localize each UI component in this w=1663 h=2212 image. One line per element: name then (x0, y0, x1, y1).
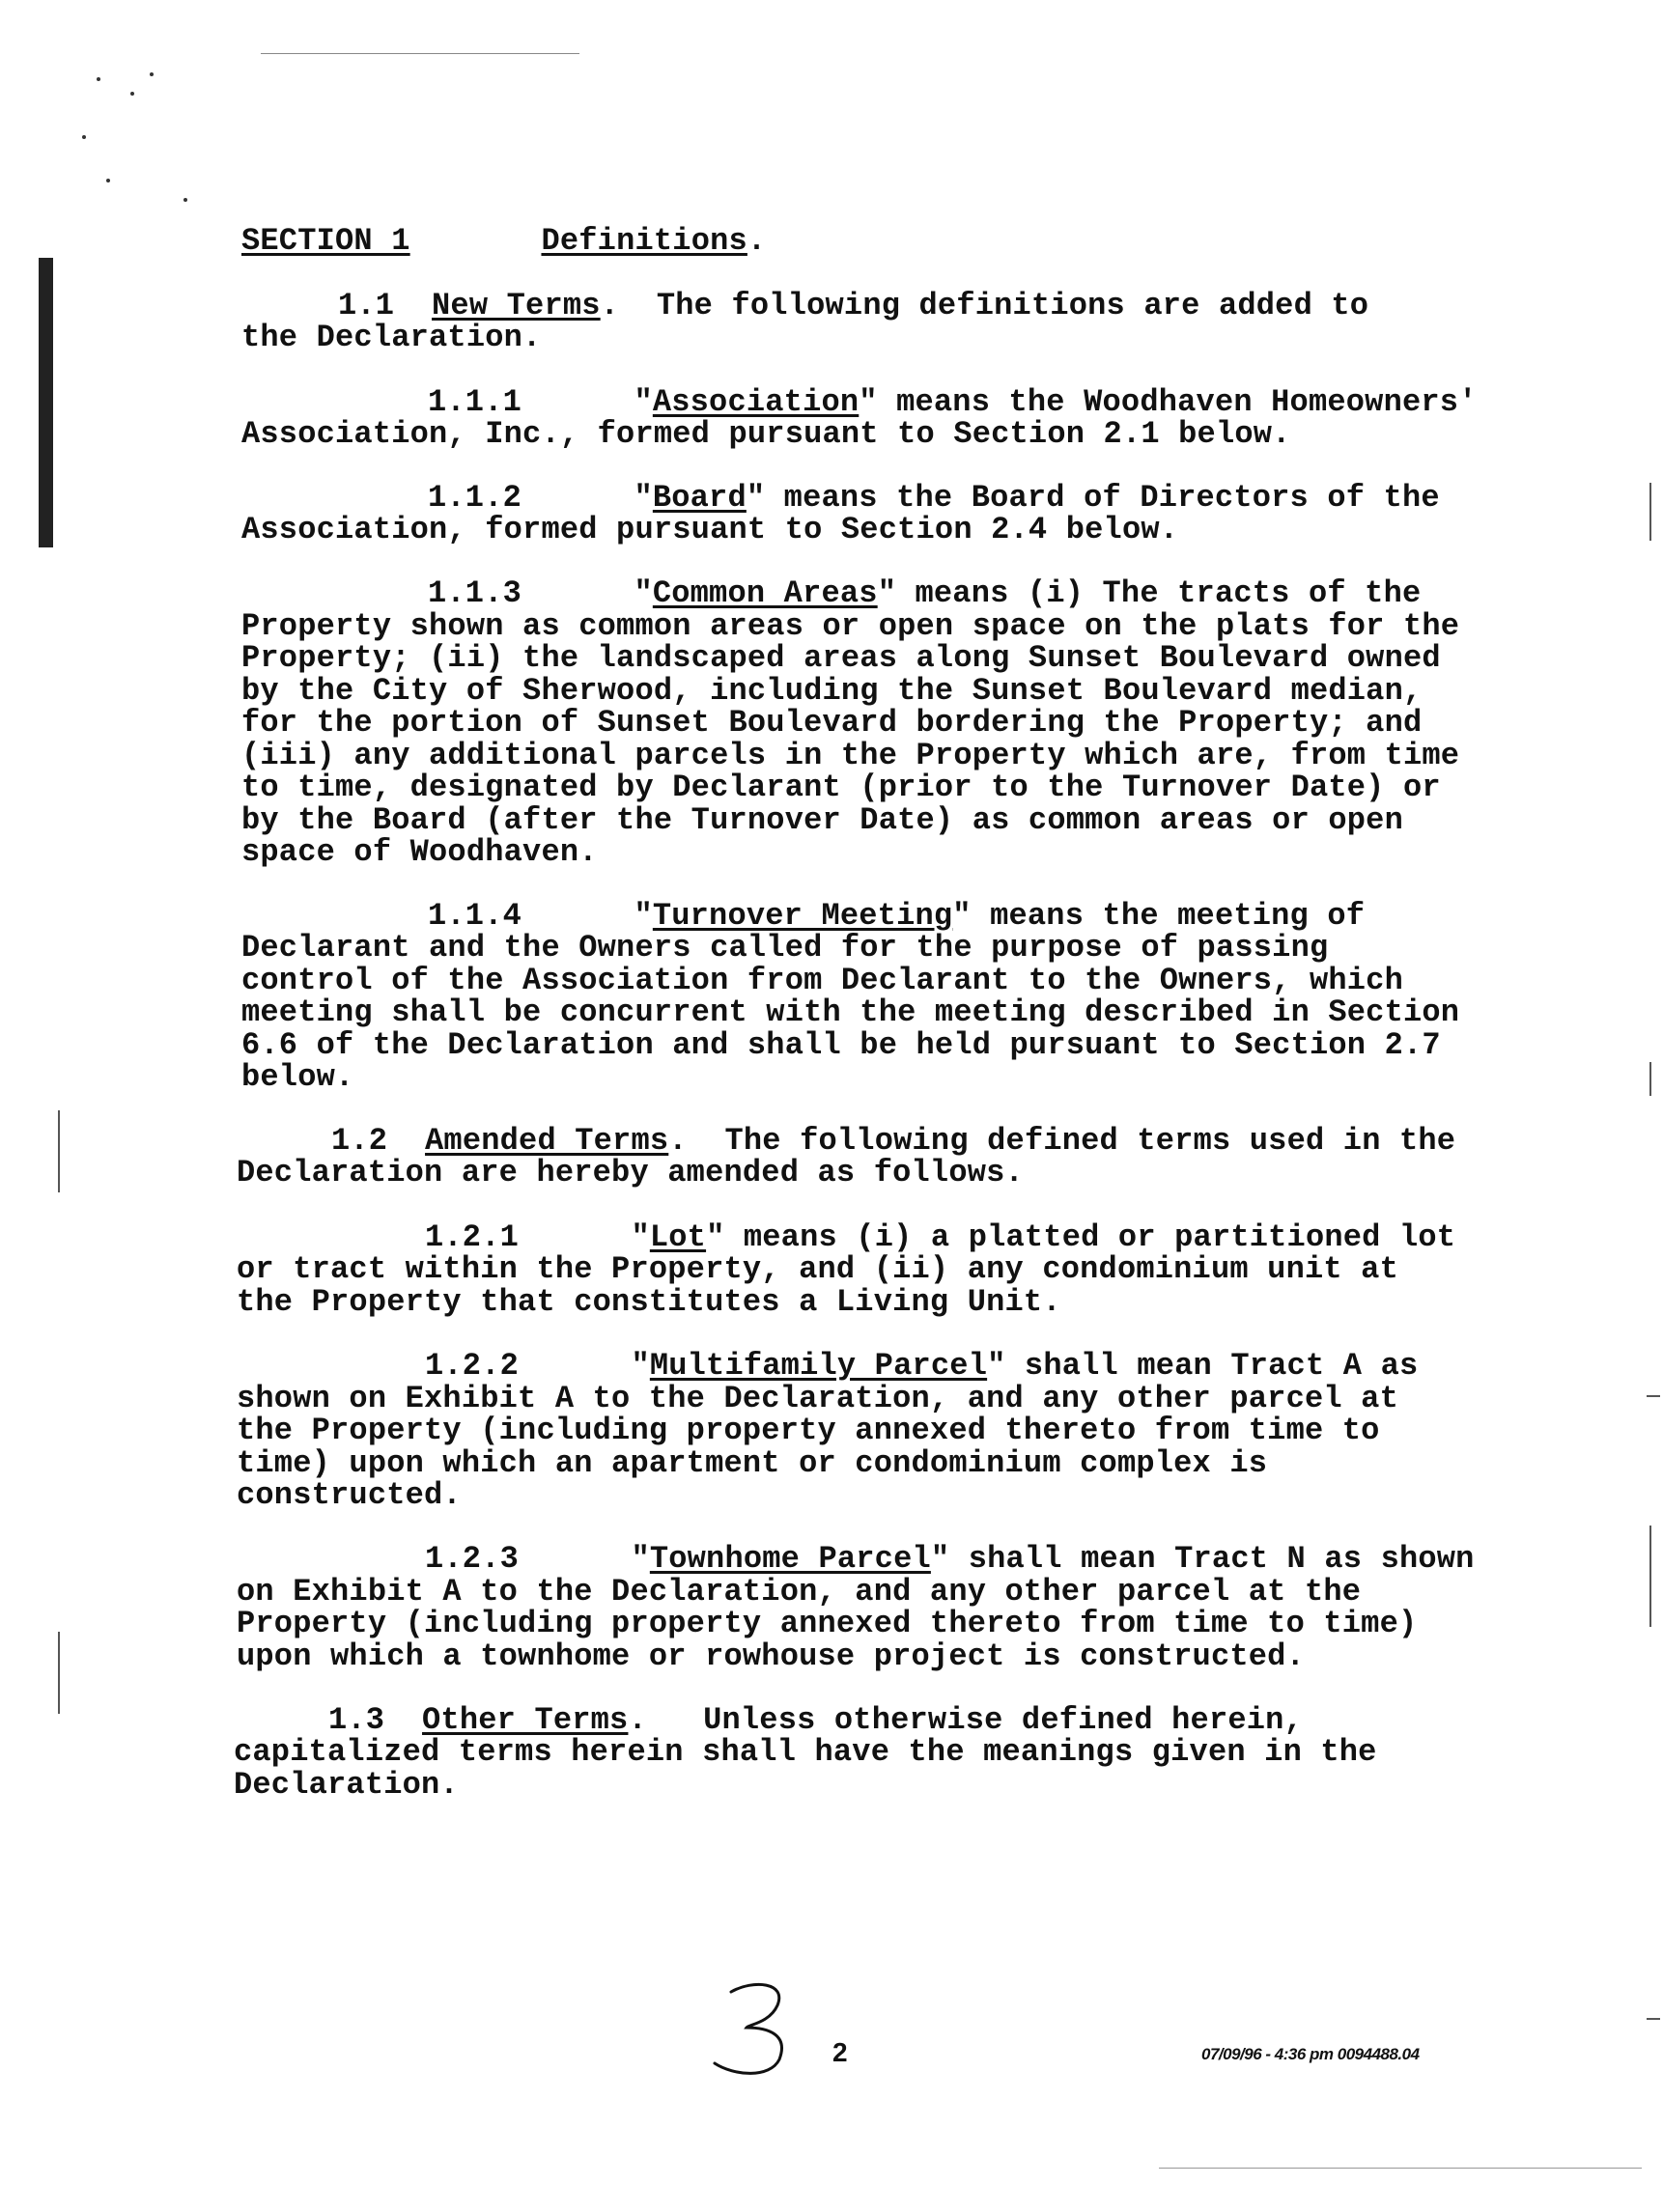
para-number: 1.2.2 (425, 1348, 520, 1384)
para-number: 1.2.1 (425, 1219, 520, 1255)
defined-term: Multifamily Parcel (649, 1348, 988, 1384)
para-1-2-1-line: the Property that constitutes a Living Unit. (237, 1284, 1061, 1320)
para-number: 1.1 (338, 288, 395, 323)
para-1-1-3-line: for the portion of Sunset Boulevard bordering the Property; and (241, 705, 1423, 741)
defined-term: Common Areas (652, 575, 878, 611)
section-heading (241, 225, 766, 258)
scan-margin-tick (58, 1632, 60, 1714)
para-1-1-4-line: Declarant and the Owners called for the purpose of passing (241, 930, 1329, 966)
para-1-1-3-line: by the City of Sherwood, including the Sunset Boulevard median, (241, 673, 1423, 709)
para-1-1-3-line: space of Woodhaven. (241, 834, 598, 870)
open-quote: " (634, 575, 653, 611)
defined-term: Townhome Parcel (649, 1541, 931, 1577)
open-quote: " (631, 1219, 650, 1255)
scan-speck (97, 77, 100, 81)
scan-margin-tick (1647, 1395, 1660, 1397)
scan-margin-tick (1649, 1062, 1651, 1096)
scan-speck (183, 198, 187, 202)
para-1-1-line-2: the Declaration. (241, 320, 542, 355)
defined-term: Board (652, 480, 747, 516)
para-1-2-3-line: Property (including property annexed thereto from time to time) (237, 1606, 1418, 1641)
scan-bottom-line (1159, 2168, 1642, 2169)
para-text: . The following definitions are added to (600, 288, 1369, 323)
para-1-1-2-line-2: Association, formed pursuant to Section 2.4 below. (241, 512, 1179, 547)
para-number: 1.2 (331, 1123, 388, 1159)
para-1-1-1-line-1 (428, 386, 1478, 419)
section-label: SECTION 1 (241, 223, 410, 259)
defined-term: Turnover Meeting (652, 898, 953, 934)
para-1-1-4-line: meeting shall be concurrent with the meeting described in Section (241, 994, 1460, 1030)
para-1-1-4-line: 6.6 of the Declaration and shall be held pursuant to Section 2.7 (241, 1027, 1441, 1063)
scan-speck (82, 135, 86, 139)
scan-margin-tick (1649, 1526, 1651, 1627)
para-text: " means the Woodhaven Homeowners' (859, 384, 1478, 420)
scan-edge-bar (39, 258, 53, 547)
defined-term: Amended Terms (425, 1123, 669, 1159)
para-1-2-2-line: shown on Exhibit A to the Declaration, and any other parcel at (237, 1381, 1398, 1416)
para-number: 1.1.2 (428, 480, 522, 516)
scan-speck (106, 179, 110, 182)
para-1-1-3-line-1 (428, 577, 1421, 610)
para-1-1-4-line-1 (428, 900, 1365, 933)
para-1-2-2-line-1 (425, 1350, 1418, 1383)
para-1-1-3-line: to time, designated by Declarant (prior to the Turnover Date) or (241, 770, 1441, 805)
para-text: " means (i) a platted or partitioned lot (706, 1219, 1456, 1255)
para-1-2-line-1 (331, 1125, 1455, 1158)
para-1-2-3-line: upon which a townhome or rowhouse project is constructed. (237, 1638, 1305, 1674)
para-1-2-3-line: on Exhibit A to the Declaration, and any other parcel at the (237, 1574, 1362, 1610)
para-1-3-line: capitalized terms herein shall have the meanings given in the (234, 1734, 1377, 1770)
handwritten-page-number (710, 1974, 802, 2081)
para-1-1-2-line-1 (428, 482, 1440, 515)
para-1-1-line-1 (338, 290, 1368, 322)
para-1-1-4-line: below. (241, 1059, 354, 1095)
page-number: 2 (832, 2037, 848, 2067)
para-text: . Unless otherwise defined herein, (628, 1702, 1303, 1738)
scan-margin-tick (1647, 2018, 1660, 2020)
para-1-2-2-line: constructed. (237, 1477, 462, 1513)
para-number: 1.1.4 (428, 898, 522, 934)
section-title: Definitions (541, 223, 747, 259)
scan-margin-tick (1649, 483, 1651, 541)
scan-top-line (261, 53, 579, 54)
para-number: 1.2.3 (425, 1541, 520, 1577)
scan-speck (130, 92, 134, 96)
para-1-1-3-line: by the Board (after the Turnover Date) as common areas or open (241, 802, 1403, 838)
para-1-1-4-line: control of the Association from Declarant to the Owners, which (241, 963, 1403, 998)
open-quote: " (631, 1541, 650, 1577)
para-text: " shall mean Tract A as (987, 1348, 1419, 1384)
para-number: 1.3 (328, 1702, 385, 1738)
para-1-2-3-line-1 (425, 1543, 1475, 1576)
document-stamp: 07/09/96 - 4:36 pm 0094488.04 (1201, 2045, 1420, 2063)
para-number: 1.1.3 (428, 575, 522, 611)
para-1-3-line: Declaration. (234, 1767, 459, 1803)
para-1-1-1-line-2: Association, Inc., formed pursuant to Section 2.1 below. (241, 416, 1291, 452)
para-1-2-2-line: time) upon which an apartment or condominium complex is (237, 1445, 1268, 1481)
para-number: 1.1.1 (428, 384, 522, 420)
para-1-1-3-line: Property shown as common areas or open space on the plats for the (241, 608, 1460, 644)
para-1-2-2-line: the Property (including property annexed thereto from time to (237, 1413, 1380, 1448)
para-text: " shall mean Tract N as shown (930, 1541, 1475, 1577)
para-text: " means the Board of Directors of the (746, 480, 1440, 516)
para-text: " means (i) The tracts of the (877, 575, 1422, 611)
para-1-2-line-2: Declaration are hereby amended as follows. (237, 1155, 1024, 1190)
defined-term: Other Terms (422, 1702, 629, 1738)
para-1-1-3-line: (iii) any additional parcels in the Property which are, from time (241, 738, 1460, 773)
para-1-2-1-line-1 (425, 1221, 1455, 1254)
para-1-3-line-1 (328, 1704, 1303, 1737)
para-1-1-3-line: Property; (ii) the landscaped areas along Sunset Boulevard owned (241, 640, 1441, 676)
para-text: " means the meeting of (952, 898, 1366, 934)
para-text: . The following defined terms used in the (668, 1123, 1456, 1159)
defined-term: New Terms (432, 288, 601, 323)
defined-term: Lot (649, 1219, 707, 1255)
scan-margin-tick (58, 1110, 60, 1192)
scan-speck (150, 72, 154, 76)
open-quote: " (634, 898, 653, 934)
para-1-2-1-line: or tract within the Property, and (ii) any condominium unit at (237, 1251, 1398, 1287)
defined-term: Association (652, 384, 860, 420)
open-quote: " (634, 480, 653, 516)
open-quote: " (631, 1348, 650, 1384)
open-quote: " (634, 384, 653, 420)
section-title-suffix: . (747, 223, 767, 259)
